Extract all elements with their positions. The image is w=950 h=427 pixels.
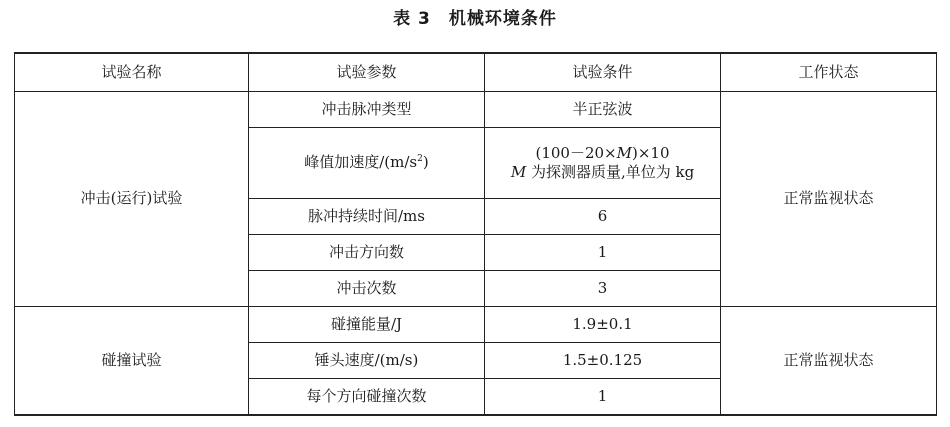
table-row xyxy=(15,92,937,128)
mechanical-environment-table xyxy=(14,52,937,416)
param-text: 峰值加速度/(m/s xyxy=(304,153,418,172)
table-number: 表 3 xyxy=(393,9,431,29)
param-cell: 脉冲持续时间/ms xyxy=(249,199,485,235)
param-cell: 碰撞能量/J xyxy=(249,307,485,343)
condition-cell xyxy=(485,128,721,199)
param-cell: 锤头速度/(m/s) xyxy=(249,343,485,379)
table-title: 机械环境条件 xyxy=(448,9,557,29)
note-variable: M xyxy=(510,163,527,181)
condition-cell: 半正弦波 xyxy=(485,92,721,128)
condition-note xyxy=(489,163,716,183)
table-row xyxy=(15,307,937,343)
header-test-name: 试验名称 xyxy=(15,53,249,92)
impact-working-state: 正常监视状态 xyxy=(721,307,937,416)
condition-cell: 1 xyxy=(485,235,721,271)
condition-cell: 1.9±0.1 xyxy=(485,307,721,343)
condition-cell: 1.5±0.125 xyxy=(485,343,721,379)
note-text: 为探测器质量,单位为 kg xyxy=(526,163,695,181)
header-working-state: 工作状态 xyxy=(721,53,937,92)
shock-test-name: 冲击(运行)试验 xyxy=(15,92,249,307)
condition-cell: 3 xyxy=(485,271,721,307)
param-superscript: 2 xyxy=(417,154,423,165)
param-cell: 冲击方向数 xyxy=(249,235,485,271)
param-text-end: ) xyxy=(422,153,429,172)
param-cell: 冲击脉冲类型 xyxy=(249,92,485,128)
table-caption xyxy=(0,4,950,29)
condition-cell: 6 xyxy=(485,199,721,235)
header-row xyxy=(15,53,937,92)
formula-variable: M xyxy=(616,143,632,162)
header-test-parameter: 试验参数 xyxy=(249,53,485,92)
formula-part: )×10 xyxy=(631,143,670,162)
param-cell: 冲击次数 xyxy=(249,271,485,307)
condition-formula xyxy=(489,144,716,164)
impact-test-name: 碰撞试验 xyxy=(15,307,249,416)
condition-cell: 1 xyxy=(485,379,721,416)
formula-part: (100－20× xyxy=(535,143,617,162)
param-cell: 每个方向碰撞次数 xyxy=(249,379,485,416)
header-test-condition: 试验条件 xyxy=(485,53,721,92)
param-cell xyxy=(249,128,485,199)
shock-working-state: 正常监视状态 xyxy=(721,92,937,307)
